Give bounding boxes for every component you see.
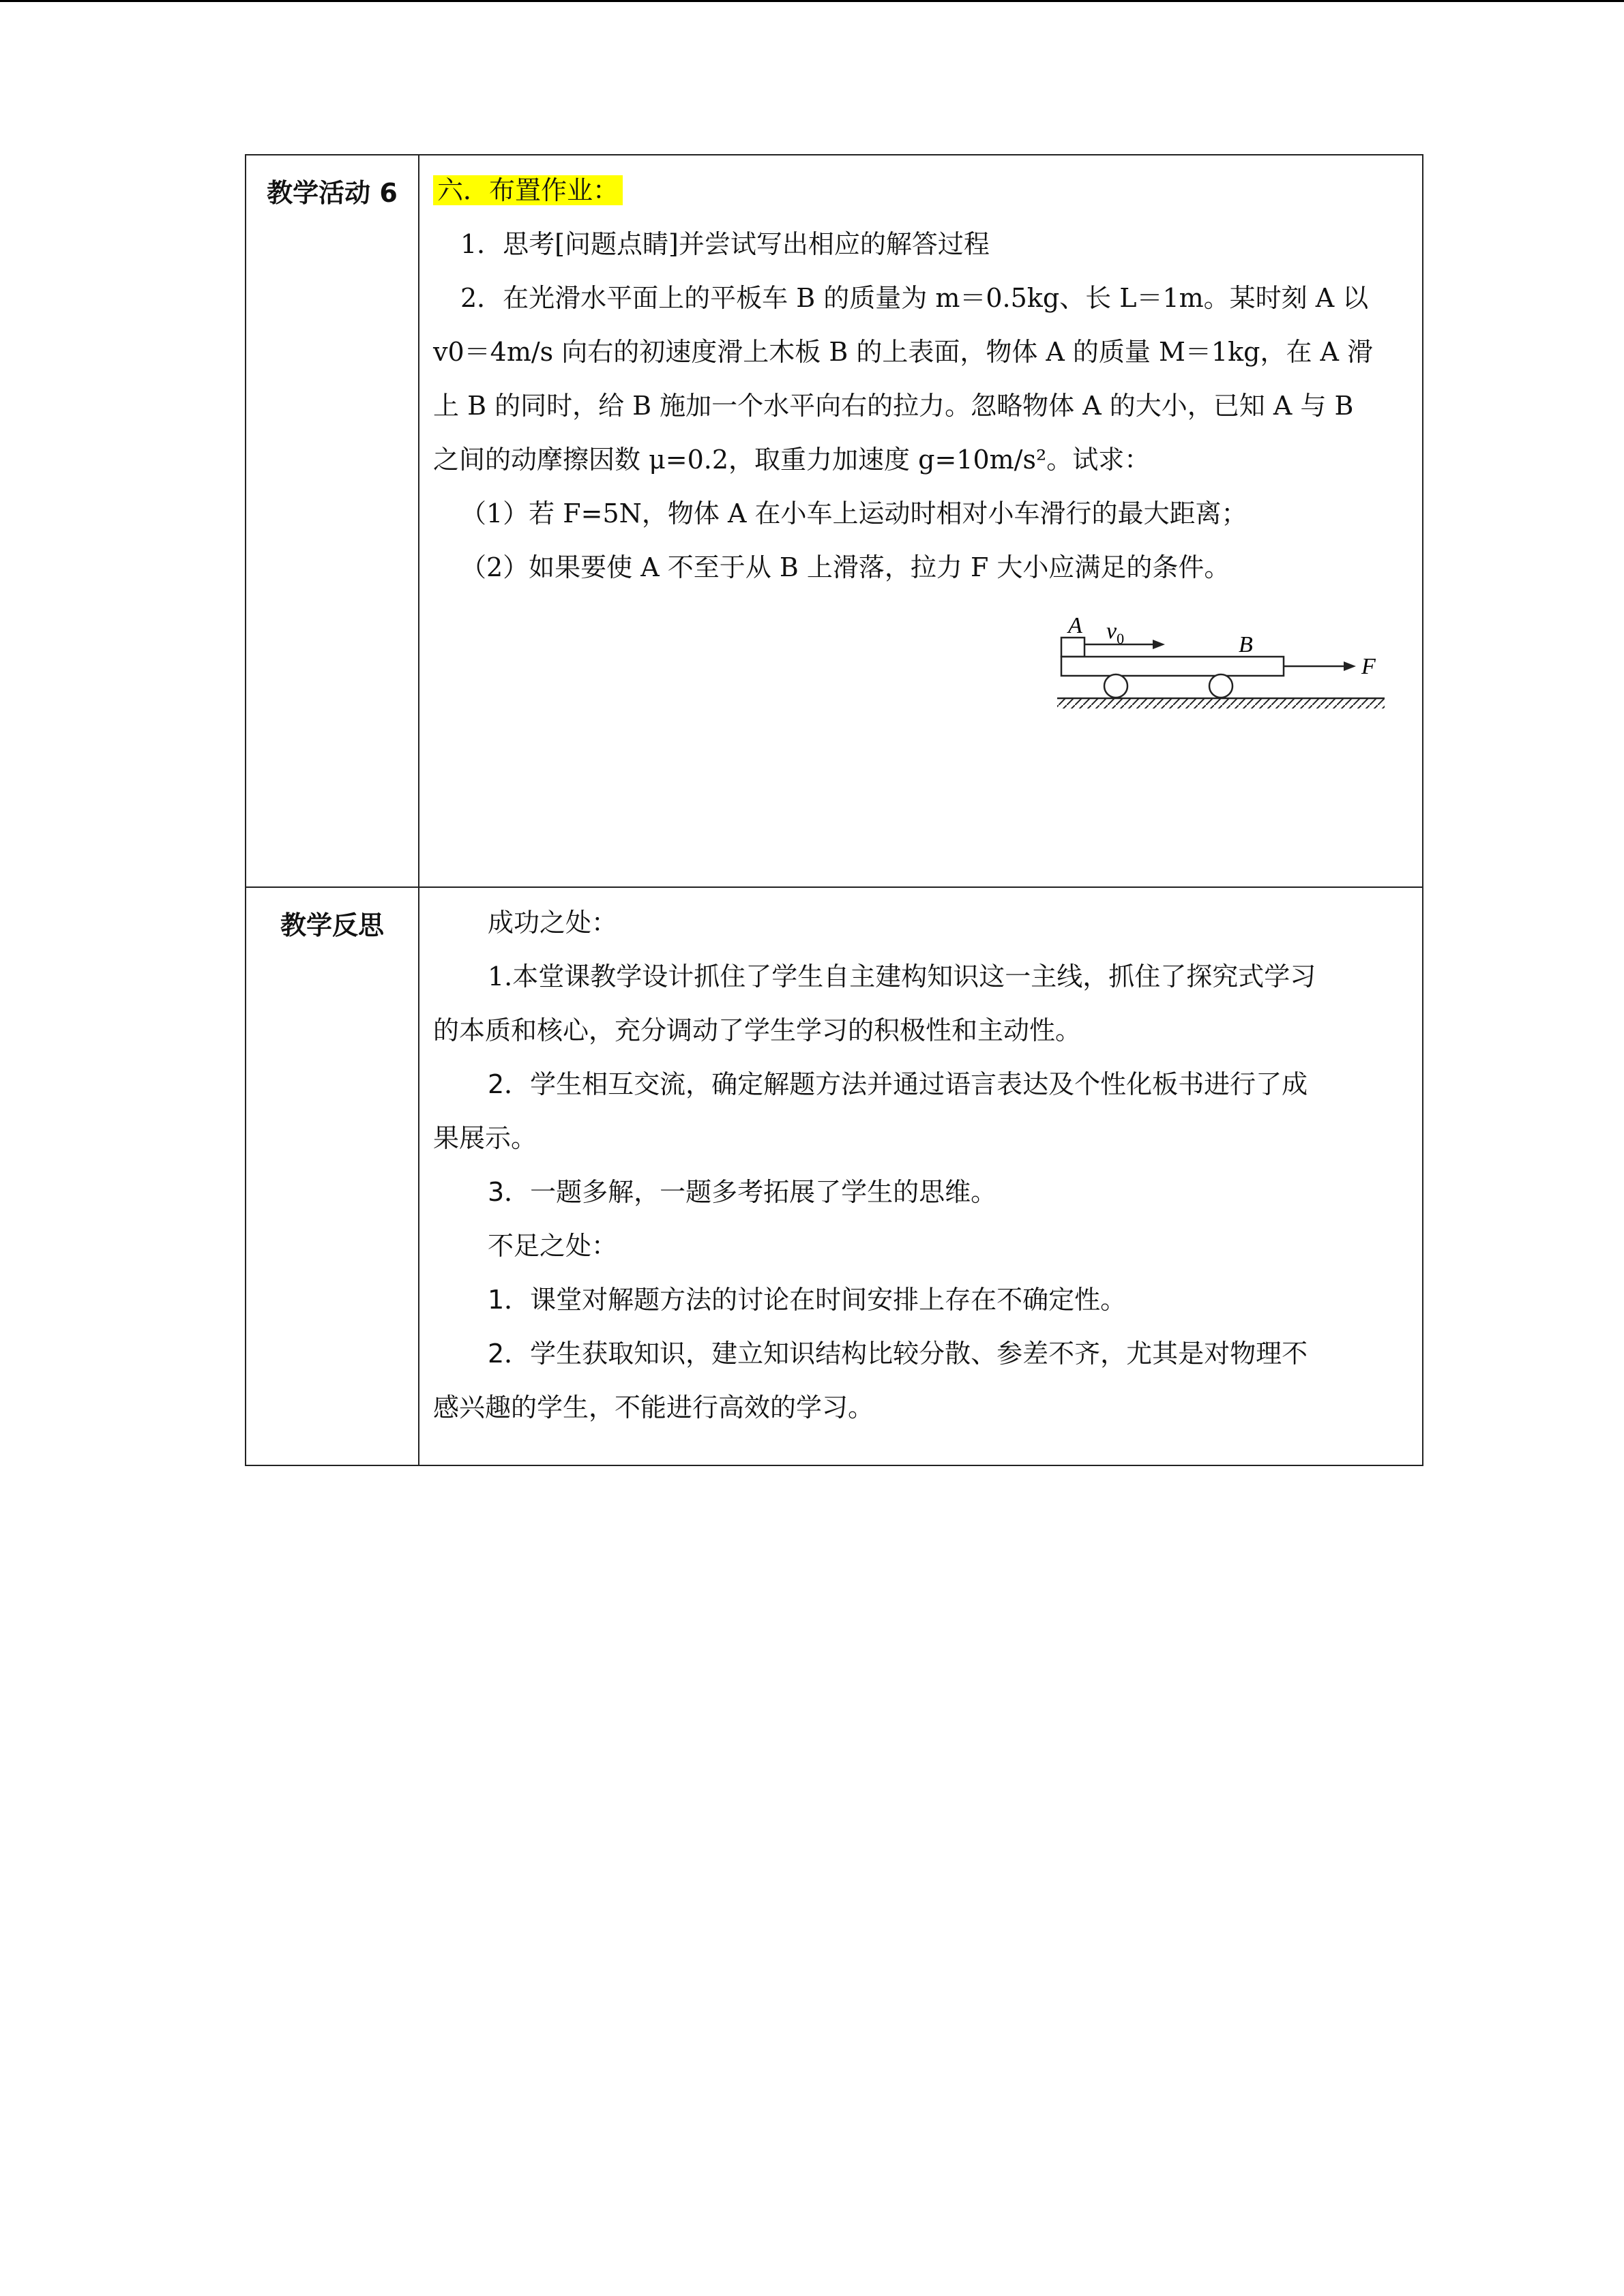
question-1: （1）若 F=5N，物体 A 在小车上运动时相对小车滑行的最大距离；: [460, 498, 1247, 528]
shortcoming-heading: 不足之处：: [488, 1231, 618, 1261]
wheel-right: [1209, 674, 1232, 698]
lesson-table: [245, 154, 1423, 1466]
board-b: [1061, 657, 1284, 676]
label-v-subscript: 0: [1117, 630, 1125, 647]
label-b: B: [1239, 632, 1253, 657]
activity-label: 教学活动 6: [246, 155, 419, 887]
velocity-arrow-head: [1153, 640, 1165, 649]
block-a: [1061, 638, 1084, 657]
reflection-content: [419, 887, 1423, 1465]
activity-row: [246, 155, 1423, 887]
cart-diagram: [1050, 599, 1391, 728]
homework-heading: 六．布置作业：: [433, 175, 623, 205]
page-top-border: [0, 0, 1624, 2]
activity-content: [419, 155, 1423, 887]
shortcoming-2-line-2: 感兴趣的学生，不能进行高效的学习。: [433, 1392, 874, 1422]
problem-line-4: 之间的动摩擦因数 μ=0.2，取重力加速度 g=10m/s²。试求：: [433, 445, 1151, 475]
ground-hatch: [1057, 699, 1385, 709]
success-1-line-2: 的本质和核心，充分调动了学生学习的积极性和主动性。: [433, 1015, 1082, 1045]
reflection-label: 教学反思: [246, 887, 419, 1465]
success-1-line-1: 1.本堂课教学设计抓住了学生自主建构知识这一主线，抓住了探究式学习: [488, 961, 1316, 992]
success-3: 3．一题多解，一题多考拓展了学生的思维。: [488, 1177, 997, 1207]
reflection-row: [246, 887, 1423, 1465]
problem-line-1: 2．在光滑水平面上的平板车 B 的质量为 m＝0.5kg、长 L＝1m。某时刻 A 以: [460, 283, 1369, 313]
problem-line-2: v0＝4m/s 向右的初速度滑上木板 B 的上表面，物体 A 的质量 M＝1kg，在 A 滑: [433, 337, 1374, 367]
wheel-left: [1104, 674, 1127, 698]
problem-line-3: 上 B 的同时，给 B 施加一个水平向右的拉力。忽略物体 A 的大小，已知 A 与 B: [433, 391, 1354, 421]
question-2: （2）如果要使 A 不至于从 B 上滑落，拉力 F 大小应满足的条件。: [460, 552, 1230, 582]
shortcoming-1: 1．课堂对解题方法的讨论在时间安排上存在不确定性。: [488, 1285, 1127, 1315]
success-heading: 成功之处：: [488, 908, 618, 938]
shortcoming-2-line-1: 2．学生获取知识，建立知识结构比较分散、参差不齐，尤其是对物理不: [488, 1339, 1308, 1369]
success-2-line-1: 2．学生相互交流，确定解题方法并通过语言表达及个性化板书进行了成: [488, 1069, 1308, 1099]
label-a: A: [1068, 613, 1082, 638]
success-2-line-2: 果展示。: [433, 1123, 537, 1153]
label-f: F: [1361, 654, 1376, 679]
label-v: $v_0$: [1106, 618, 1125, 647]
homework-heading-line: [433, 164, 1408, 218]
force-arrow-head: [1344, 661, 1356, 671]
homework-item-1: 1．思考[问题点睛]并尝试写出相应的解答过程: [460, 229, 990, 259]
